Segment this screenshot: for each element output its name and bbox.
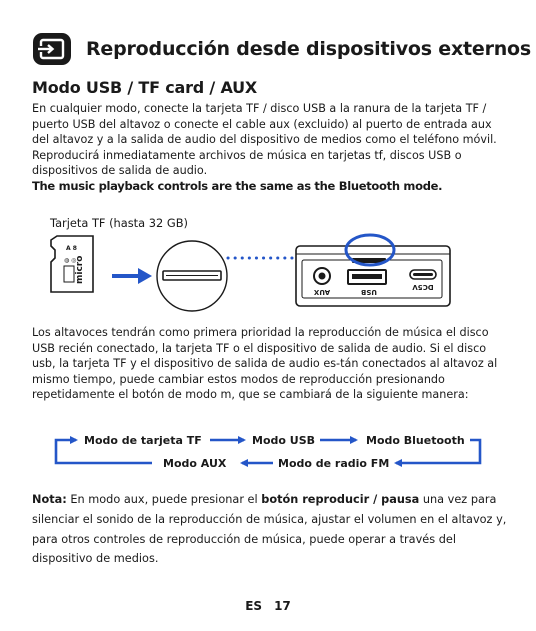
svg-text:micro: micro bbox=[75, 255, 85, 284]
note-text-before: En modo aux, puede presionar el bbox=[66, 493, 262, 506]
zoom-slot-icon bbox=[157, 241, 227, 311]
section-title: Modo USB / TF card / AUX bbox=[32, 78, 258, 97]
priority-paragraph: Los altavoces tendrán como primera prioridad la reproducción de música el disco USB recién conectado, la tarjeta TF o el dispositivo de salida de audio. Si el disco usb, la tarjeta TF y el dispositivo de salida de audio es-tán conectados al altavoz al mismo tiempo, puede cambiar estos modos de reproducción presionando repetidamente el botón de modo m, que se cambiará de la siguiente manera: bbox=[32, 326, 498, 402]
note-play-pause-button-ref: botón reproducir / pausa bbox=[261, 493, 420, 506]
mode-usb: Modo USB bbox=[252, 434, 316, 447]
mode-tf-card: Modo de tarjeta TF bbox=[84, 434, 202, 447]
speaker-ports-panel bbox=[296, 235, 450, 306]
arrow-icon bbox=[112, 268, 152, 284]
mode-fm-radio: Modo de radio FM bbox=[278, 457, 390, 470]
intro-paragraph bbox=[32, 101, 508, 195]
note-paragraph bbox=[32, 490, 512, 569]
note-text-after: una vez para silenciar el sonido de la reproducción de música, ajustar el volumen en el altavoz y, para otros controles de reproducción de música, puede operar a través del dispositivo de medios. bbox=[32, 493, 507, 566]
page-title: Reproducción desde dispositivos externos bbox=[86, 38, 532, 60]
connection-illustration bbox=[0, 228, 536, 313]
language-code: ES bbox=[245, 599, 263, 613]
note-label: Nota: bbox=[32, 493, 67, 506]
intro-text: En cualquier modo, conecte la tarjeta TF / disco USB a la ranura de la tarjeta TF / puerto USB del altavoz o conecte el cable aux (excluido) al puerto de entrada aux del altavoz y a la salida de audio del dispositivo de medios como el teléfono móvil. Reproducirá inmediatamente archivos de música en tarjetas tf, discos USB o dispositivos de salida de audio. bbox=[32, 102, 497, 178]
page-number: 17 bbox=[274, 599, 291, 613]
svg-text:A 8: A 8 bbox=[66, 245, 77, 252]
playback-controls-note: The music playback controls are the same as the Bluetooth mode. bbox=[32, 178, 443, 193]
svg-text:◍ ◎: ◍ ◎ bbox=[64, 257, 77, 264]
mode-bluetooth: Modo Bluetooth bbox=[366, 434, 465, 447]
input-source-icon bbox=[32, 32, 72, 66]
page-header bbox=[32, 32, 531, 66]
port-label-usb: USB bbox=[360, 288, 378, 296]
tf-card-caption: Tarjeta TF (hasta 32 GB) bbox=[50, 216, 188, 230]
mode-cycle-diagram bbox=[0, 426, 536, 476]
page-footer bbox=[0, 599, 536, 613]
tf-card-icon bbox=[51, 236, 93, 292]
port-label-aux: AUX bbox=[313, 288, 331, 296]
mode-aux: Modo AUX bbox=[163, 457, 227, 470]
port-label-dc: DC5V bbox=[412, 283, 434, 291]
